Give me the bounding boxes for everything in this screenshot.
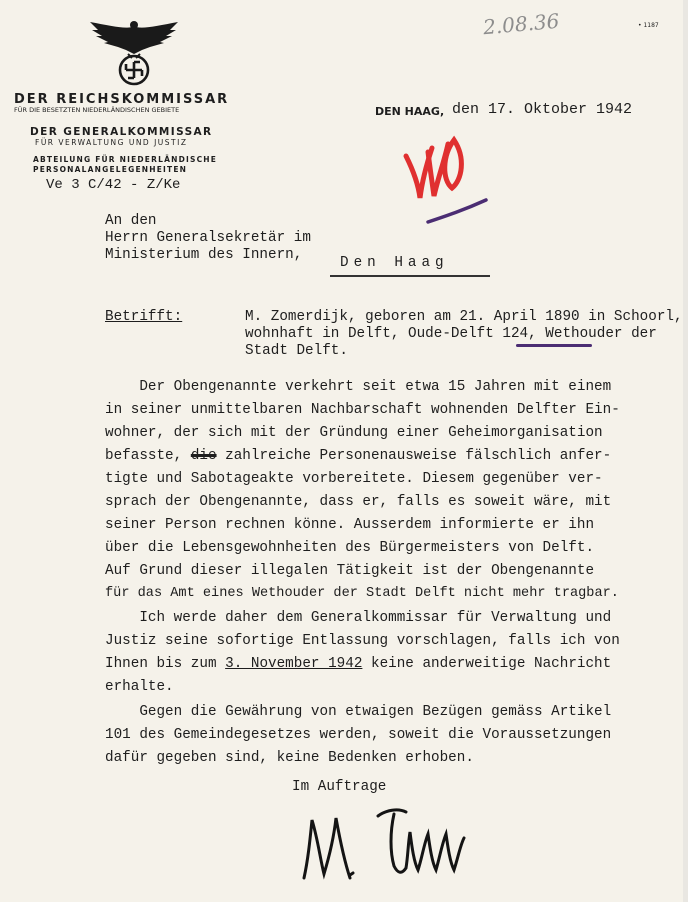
body-text: zahlreiche Personenausweise fälschlich anfer- [216, 448, 612, 464]
letterhead-title: DER REICHSKOMMISSAR [14, 92, 230, 107]
letterhead-title-sub: FÜR DIE BESETZTEN NIEDERLÄNDISCHEN GEBIETE [14, 106, 180, 114]
letterhead-office-sub: FÜR VERWALTUNG UND JUSTIZ [35, 138, 188, 147]
recipient-city: Den Haag [340, 255, 449, 271]
subject-label: Betrifft: [105, 309, 183, 325]
city-underline [330, 275, 490, 277]
body-text: keine anderweitige Nachricht [362, 656, 612, 672]
recipient-line: An den [105, 213, 157, 229]
subject-line: wohnhaft in Delft, Oude-Delft 124, Wethouder der [245, 326, 657, 342]
corner-stamp: • 1187 [638, 22, 659, 29]
handwritten-signature [290, 770, 490, 895]
body-line: wohner, der sich mit der Gründung einer Geheimorganisation [105, 425, 603, 441]
red-handwritten-mark [398, 118, 508, 228]
body-line: Der Obengenannte verkehrt seit etwa 15 Jahren mit einem [105, 379, 612, 395]
reference-number: Ve 3 C/42 - Z/Ke [46, 177, 181, 193]
place: DEN HAAG, [375, 105, 445, 118]
subject-line: M. Zomerdijk, geboren am 21. April 1890 in Schoorl, [245, 309, 683, 325]
body-line: Justiz seine sofortige Entlassung vorschlagen, falls ich von [105, 633, 620, 649]
deadline-date: 3. November 1942 [225, 656, 363, 672]
pencil-note: 2.08.36 [482, 8, 561, 40]
scan-edge [683, 0, 688, 902]
body-line [105, 448, 611, 464]
body-line: Gegen die Gewährung von etwaigen Bezügen gemäss Artikel [105, 704, 612, 720]
body-line: 101 des Gemeindegesetzes werden, soweit die Voraussetzungen [105, 727, 612, 743]
department-line-2: PERSONALANGELEGENHEITEN [33, 165, 188, 174]
department-line-1: ABTEILUNG FÜR NIEDERLÄNDISCHE [33, 155, 218, 164]
body-line: Ich werde daher dem Generalkommissar für Verwaltung und [105, 610, 612, 626]
letter-date: den 17. Oktober 1942 [452, 101, 633, 118]
body-text: befasste, [105, 448, 183, 464]
purple-underline [516, 344, 592, 347]
recipient-line: Ministerium des Innern, [105, 247, 303, 263]
signature-label: Im Auftrage [292, 779, 387, 795]
subject-line: Stadt Delft. [245, 343, 348, 359]
letterhead-office: DER GENERALKOMMISSAR [30, 126, 213, 138]
letterhead-department [33, 155, 217, 175]
body-line: in seiner unmittelbaren Nachbarschaft wohnenden Delfter Ein- [105, 402, 620, 418]
recipient-line: Herrn Generalsekretär im [105, 230, 311, 246]
body-line: sprach der Obengenannte, dass er, falls es soweit wäre, mit [105, 494, 612, 510]
body-line: über die Lebensgewohnheiten des Bürgermeisters von Delft. [105, 540, 595, 556]
body-line [105, 656, 611, 672]
body-line: dafür gegeben sind, keine Bedenken erhoben. [105, 750, 474, 766]
body-line: tigte und Sabotageakte vorbereitete. Diesem gegenüber ver- [105, 471, 603, 487]
subject-text [245, 309, 683, 360]
eagle-swastika-emblem [88, 20, 180, 86]
body-line: seiner Person rechnen könne. Ausserdem informierte er ihn [105, 517, 595, 533]
body-text: Ihnen bis zum [105, 656, 226, 672]
body-line: erhalte. [105, 679, 174, 695]
body-line: Auf Grund dieser illegalen Tätigkeit ist der Obengenannte [105, 563, 595, 579]
recipient-address [105, 213, 311, 264]
body-line: für das Amt eines Wethouder der Stadt Delft nicht mehr tragbar. [105, 586, 619, 601]
struck-word: die [190, 448, 217, 464]
